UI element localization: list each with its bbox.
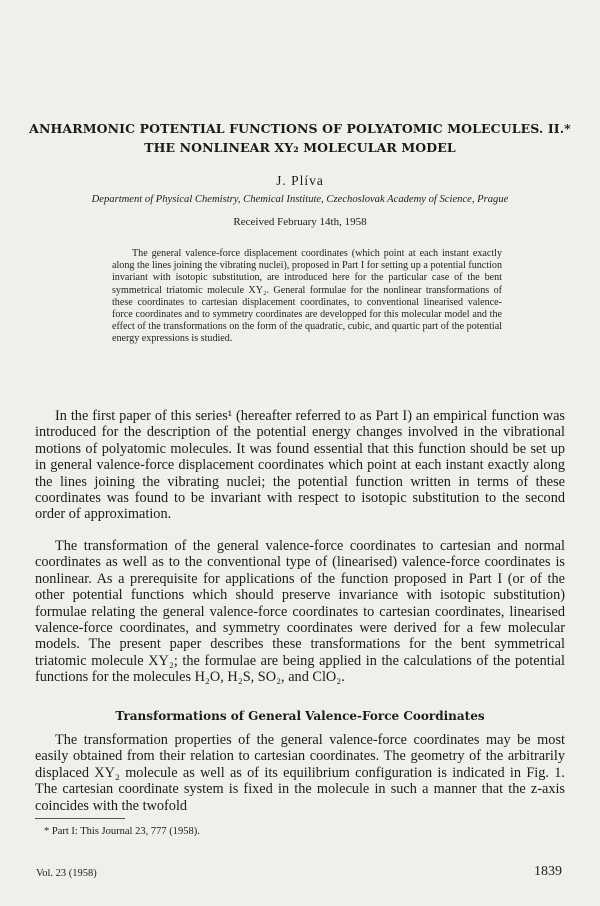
volume-info: Vol. 23 (1958) bbox=[36, 868, 97, 879]
body-paragraph-2: The transformation of the general valence-force coordinates to cartesian and normal coordinates as well as to the conventional type of (linearised) valence-force coordinates is nonlinear. As a prerequisite for applications of the function proposed in Part I (or of the other potential functions which should preserve invariance with isotopic substitution) formulae relating the general valence-force coordinates to cartesian coordinates, linearised valence-force coordinates, and symmetry coordinates were derived for a few molecular models. The present paper describes these transformations for the bent symmetrical triatomic molecule XY₂; the formulae are being applied in the calculations of the potential functions for the molecules H₂O, H₂S, SO₂, and ClO₂. bbox=[35, 538, 565, 686]
footnote-divider bbox=[35, 818, 125, 819]
article-title-line-2: THE NONLINEAR XY₂ MOLECULAR MODEL bbox=[144, 140, 456, 155]
abstract: The general valence-force displacement coordinates (which point at each instant exactly along the lines joining the vibrating nuclei), proposed in Part I for setting up a potential function invariant with isotopic substitution, are introduced here for the particular case of the bent symmetrical triatomic molecule XY₂. General formulae for the nonlinear transformations of these coordinates to cartesian displacement coordinates, to conventional linearised valence-force coordinates and to symmetry coordinates are developped for this molecular model and the effect of the transformations on the form of the quadratic, cubic, and quartic part of the potential energy expressions is studied. bbox=[112, 248, 502, 345]
author-affiliation: Department of Physical Chemistry, Chemical Institute, Czechoslovak Academy of Science, Prague bbox=[91, 194, 509, 205]
article-title-line-1: ANHARMONIC POTENTIAL FUNCTIONS OF POLYATOMIC MOLECULES. II.* bbox=[29, 121, 571, 136]
received-date: Received February 14th, 1958 bbox=[233, 216, 367, 228]
author-name: J. Plíva bbox=[276, 173, 324, 188]
section-heading: Transformations of General Valence-Force Coordinates bbox=[115, 709, 485, 723]
page-number: 1839 bbox=[534, 864, 562, 879]
footnote: * Part I: This Journal 23, 777 (1958). bbox=[44, 826, 200, 837]
body-paragraph-1: In the first paper of this series¹ (hereafter referred to as Part I) an empirical function was introduced for the description of the potential energy changes involved in the vibrational motions of polyatomic molecules. It was found essential that this function should be set up in general valence-force displacement coordinates which point at each instant exactly along the lines joining the vibrating nuclei; the potential function written in terms of these coordinates was found to be invariant with respect to isotopic substitution to the second order of approximation. bbox=[35, 408, 565, 523]
body-paragraph-3: The transformation properties of the general valence-force coordinates may be most easily obtained from their relation to cartesian coordinates. The geometry of the arbitrarily displaced XY₂ molecule as well as of its equilibrium configuration is indicated in Fig. 1. The cartesian coordinate system is fixed in the molecule in such a manner that the z-axis coincides with the twofold bbox=[35, 732, 565, 814]
